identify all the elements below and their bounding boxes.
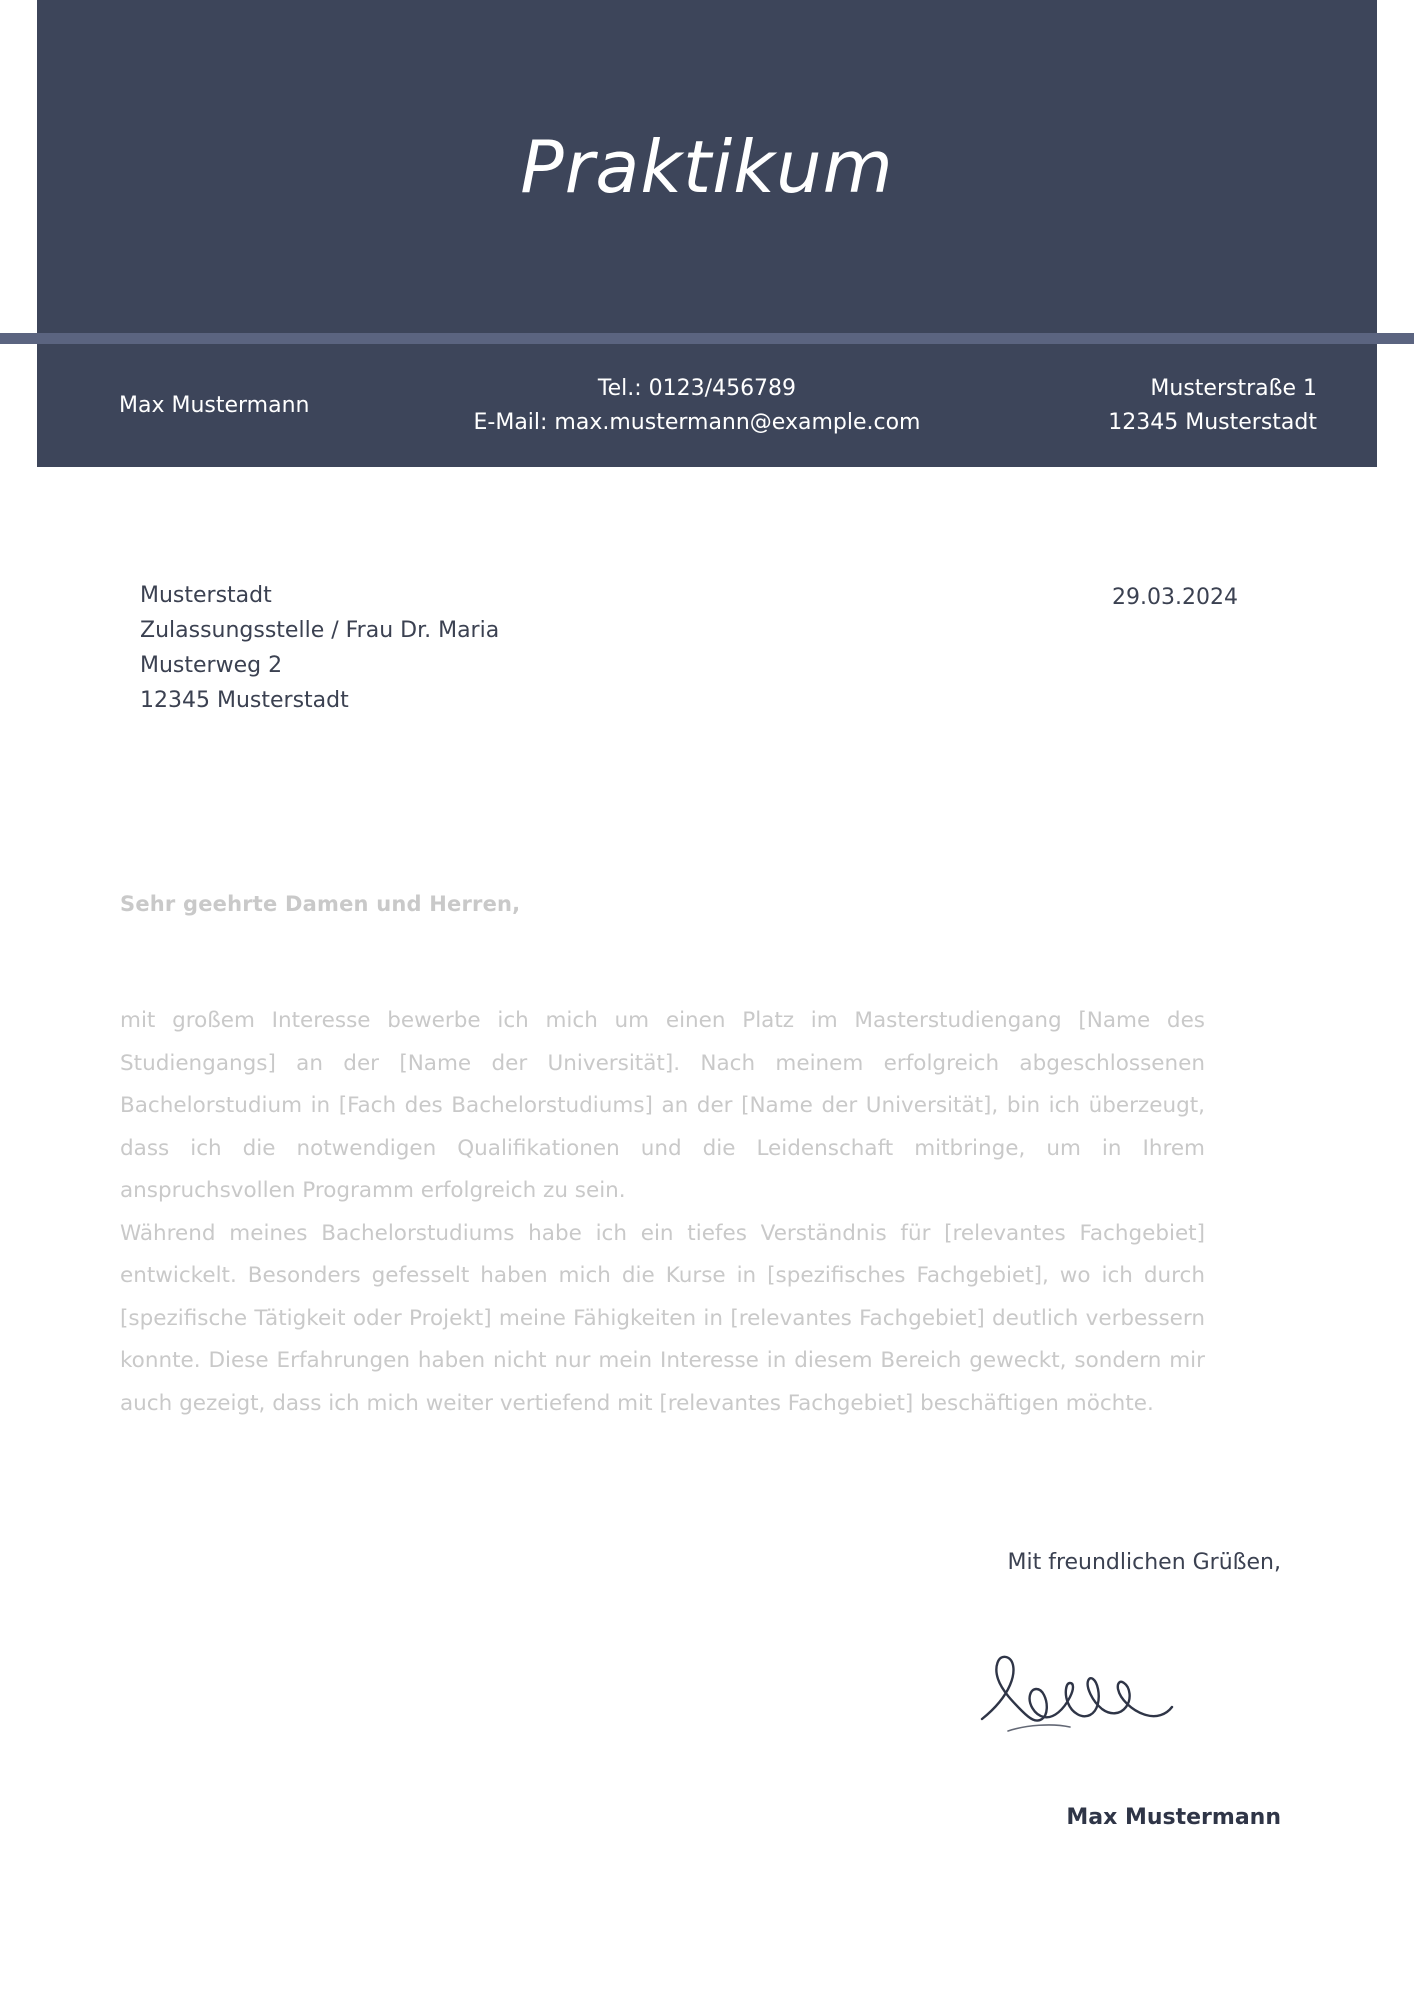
letter-body bbox=[120, 1000, 1205, 1425]
address-row bbox=[140, 578, 1250, 718]
header-divider bbox=[0, 333, 1414, 344]
recipient-line-3: Musterweg 2 bbox=[140, 653, 283, 678]
letter-date: 29.03.2024 bbox=[1112, 585, 1238, 610]
recipient-line-2: Zulassungsstelle / Frau Dr. Maria bbox=[140, 618, 500, 643]
recipient-line-4: 12345 Musterstadt bbox=[140, 688, 349, 713]
recipient-address bbox=[140, 578, 499, 718]
closing-line: Mit freundlichen Grüßen, bbox=[1007, 1550, 1281, 1575]
body-paragraph: mit großem Interesse bewerbe ich mich um einen Platz im Masterstudiengang [Name des Studiengangs] an der [Name der Universität]. Nach meinem erfolgreich abgeschlossenen Bachelorstudium in [Fach des Bachelorstudiums] an der [Name der Universität], bin ich überzeugt, dass ich die notwendigen Qualifikationen und die Leidenschaft mitbringe, um in Ihrem anspruchsvollen Programm erfolgreich zu sein. bbox=[120, 1008, 1205, 1203]
header-band bbox=[37, 0, 1377, 333]
contact-address bbox=[1017, 372, 1377, 440]
contact-email: E-Mail: max.mustermann@example.com bbox=[473, 409, 921, 435]
contact-name: Max Mustermann bbox=[119, 392, 310, 418]
contact-band bbox=[37, 344, 1377, 467]
document-title: Praktikum bbox=[520, 124, 894, 209]
contact-city: 12345 Musterstadt bbox=[1108, 409, 1317, 435]
contact-phone: Tel.: 0123/456789 bbox=[597, 375, 797, 401]
recipient-line-1: Musterstadt bbox=[140, 583, 272, 608]
salutation: Sehr geehrte Damen und Herren, bbox=[120, 892, 521, 916]
contact-street: Musterstraße 1 bbox=[1150, 375, 1317, 401]
contact-center bbox=[377, 372, 1017, 440]
signature-image bbox=[974, 1645, 1184, 1755]
body-paragraph: Während meines Bachelorstudiums habe ich ein tiefes Verständnis für [relevantes Fachgebiet] entwickelt. Besonders gefesselt haben mich die Kurse in [spezifisches Fachgebiet], wo ich durch [spezifische Tätigkeit oder Projekt] meine Fähigkeiten in [relevantes Fachgebiet] deutlich verbessern konnte. Diese Erfahrungen haben nicht nur mein Interesse in diesem Bereich geweckt, sondern mir auch gezeigt, dass ich mich weiter vertiefend mit [relevantes Fachgebiet] beschäftigen möchte. bbox=[120, 1220, 1205, 1416]
signer-name: Max Mustermann bbox=[1066, 1805, 1281, 1830]
header-divider-left-cap bbox=[0, 333, 37, 344]
